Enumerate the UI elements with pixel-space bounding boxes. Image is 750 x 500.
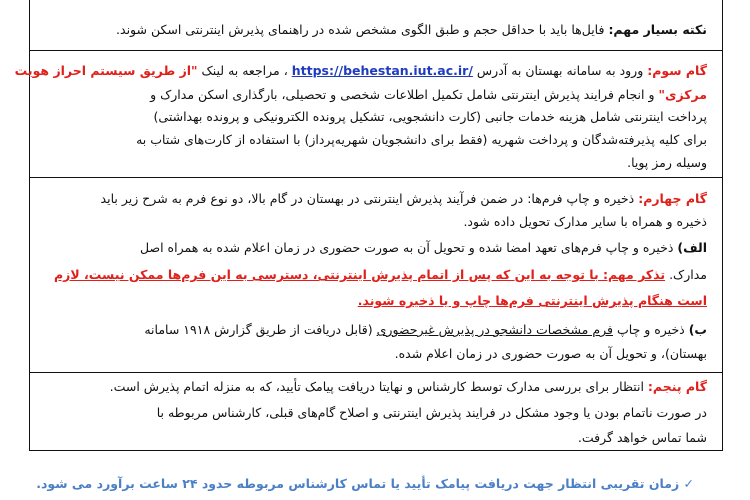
step3-line-3: پرداخت اینترنتی شامل هزینه خدمات جانبی (کارت دانشجویی، تشکیل پرونده الکترونیکی و پرونده بهداشتی) [153, 109, 707, 124]
step4-a-line-3 [358, 292, 707, 310]
step3-text-3: و انجام فرایند پذیرش اینترنتی شامل تکمیل اطلاعات شخصی و تحصیلی، بارگذاری اسکن مدارک و [150, 87, 659, 102]
step5-label: گام پنجم: [647, 379, 707, 394]
step4-b-line-1 [144, 321, 707, 339]
step3-line-5: وسیله رمز پویا. [627, 155, 707, 170]
step4-b-text-1: ذخیره و چاپ [612, 322, 689, 337]
footer-text: زمان تقریبی انتظار جهت دریافت پیامک تأیید یا تماس کارشناس مربوطه حدود ۲۴ ساعت برآورد می شود. [36, 476, 680, 491]
behestan-link[interactable]: https://behestan.iut.ac.ir/ [291, 63, 473, 78]
step4-warning-2: است هنگام پذیرش اینترنتی فرم‌ها چاپ و یا ذخیره شوند. [357, 293, 707, 308]
step4-a-line-2 [54, 266, 707, 284]
step4-b-label: ب) [688, 322, 707, 337]
step3-line-2 [150, 86, 707, 104]
note-label: نکته بسیار مهم: [608, 22, 707, 37]
step3-quote-part2: مرکزی" [658, 87, 707, 102]
step4-line-1 [101, 190, 707, 208]
step4-a-line-1 [140, 239, 707, 257]
note-line [116, 21, 707, 39]
divider-step4 [29, 372, 723, 373]
divider-step3 [29, 177, 723, 178]
note-text: فایل‌ها باید با حداقل حجم و طبق الگوی مشخص شده در راهنمای پذیرش اینترنتی اسکن شوند. [116, 22, 609, 37]
step5-line-3: شما تماس خواهد گرفت. [577, 430, 707, 445]
step4-b-form-name: فرم مشخصات دانشجو در پذیرش غیرحضوری [376, 322, 613, 337]
check-icon: ✓ [683, 476, 694, 491]
step3-line-1 [15, 62, 707, 80]
step4-line-2: ذخیره و همراه با سایر مدارک تحویل داده شود. [463, 214, 707, 229]
step4-b-line-2: بهستان)، و تحویل آن به صورت حضوری در زمان اعلام شده. [394, 346, 707, 361]
step4-warning-1: تذکر مهم: با توجه به این که پس از اتمام پذیرش اینترنتی، دسترسی به این فرم‌ها ممکن نیست، لازم [54, 267, 666, 282]
step4-a-text-2: مدارک. [665, 267, 707, 282]
step4-label: گام چهارم: [638, 191, 707, 206]
step3-text-2: ، مراجعه به لینک [197, 63, 292, 78]
step5-text-1: انتظار برای بررسی مدارک توسط کارشناس و نهایتا دریافت پیامک تأیید، که به منزله اتمام پذیرش است. [109, 379, 648, 394]
step5-line-2: در صورت ناتمام بودن یا وجود مشکل در فرایند پذیرش اینترنتی و اصلاح گام‌های قبلی، کارشناس مربوطه با [156, 405, 707, 420]
step3-text-1: ورود به سامانه بهستان به آدرس [472, 63, 648, 78]
step5-line-1 [110, 378, 707, 396]
step3-line-4: برای کلیه پذیرفته‌شدگان و پرداخت شهریه (فقط برای دانشجویان شهریه‌پرداز) با استفاده از کارت‌های شتاب به [136, 132, 707, 147]
step4-text-1: ذخیره و چاپ فرم‌ها: در ضمن فرآیند پذیرش اینترنتی در بهستان در گام بالا، دو نوع فرم به شرح زیر باید [100, 191, 639, 206]
step4-b-text-2: (قابل دریافت از طریق گزارش ۱۹۱۸ سامانه [144, 322, 377, 337]
footer-note [36, 475, 694, 493]
step4-a-label: الف) [677, 240, 707, 255]
step3-label: گام سوم: [647, 63, 707, 78]
step4-a-text-1: ذخیره و چاپ فرم‌های تعهد امضا شده و تحویل آن به صورت حضوری در زمان اعلام شده به همراه اصل [140, 240, 678, 255]
divider-note [29, 50, 723, 51]
step3-quote-part1: "از طریق سیستم احراز هویت [14, 63, 198, 78]
